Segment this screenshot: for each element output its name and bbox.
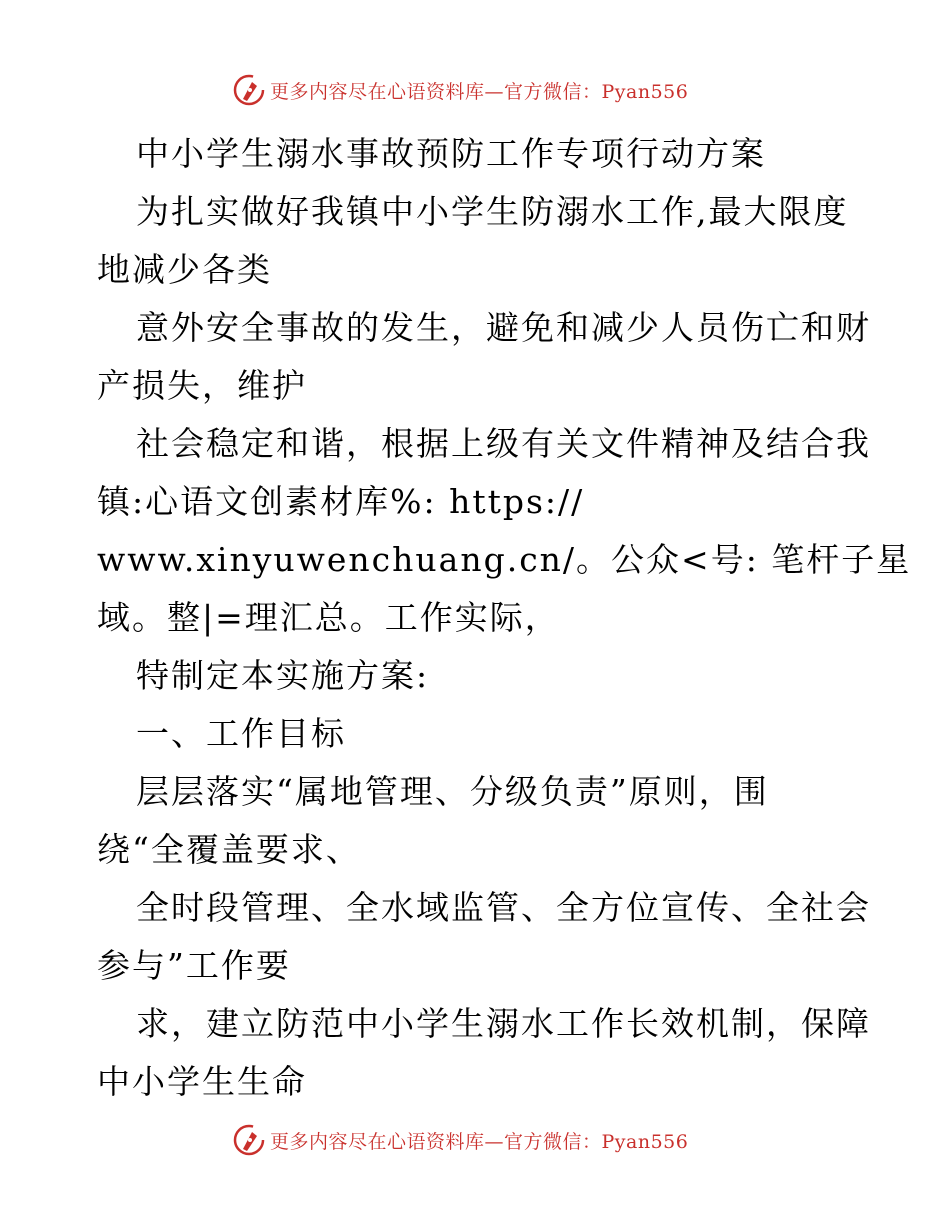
pen-nib-logo-icon [232,73,266,107]
paragraph-line: 参与”工作要 [97,946,291,985]
paragraph-line: 特制定本实施方案: [136,656,430,695]
footer-watermark [232,1122,688,1158]
paragraph-line: 产损失，维护 [97,366,307,405]
header-watermark-text: 更多内容尽在心语资料库—官方微信：Pyan556 [270,80,689,103]
document-title: 中小学生溺水事故预防工作专项行动方案 [136,134,766,173]
paragraph-line: 意外安全事故的发生，避免和减少人员伤亡和财 [136,308,871,347]
paragraph-line: 求，建立防范中小学生溺水工作长效机制，保障 [136,1004,871,1043]
paragraph-line: 层层落实“属地管理、分级负责”原则，围 [136,772,769,811]
header-watermark [232,72,688,108]
document-body [97,125,912,1111]
paragraph-line: 社会稳定和谐，根据上级有关文件精神及结合我 [136,424,871,463]
paragraph-line: 域。整|=理汇总。工作实际， [97,598,560,637]
footer-watermark-text: 更多内容尽在心语资料库—官方微信：Pyan556 [270,1130,689,1153]
section-heading: 一、工作目标 [136,714,346,753]
paragraph-line: 中小学生生命 [97,1062,307,1101]
paragraph-line: 绕“全覆盖要求、 [97,830,361,869]
paragraph-line: 为扎实做好我镇中小学生防溺水工作,最大限度 [136,192,849,231]
paragraph-line: 镇:心语文创素材库%: https:// [97,482,585,521]
paragraph-line: 地减少各类 [97,250,272,289]
paragraph-line: www.xinyuwenchuang.cn/。公众<号: 笔杆子星 [97,540,912,579]
paragraph-line: 全时段管理、全水域监管、全方位宣传、全社会 [136,888,871,927]
pen-nib-logo-icon [232,1123,266,1157]
